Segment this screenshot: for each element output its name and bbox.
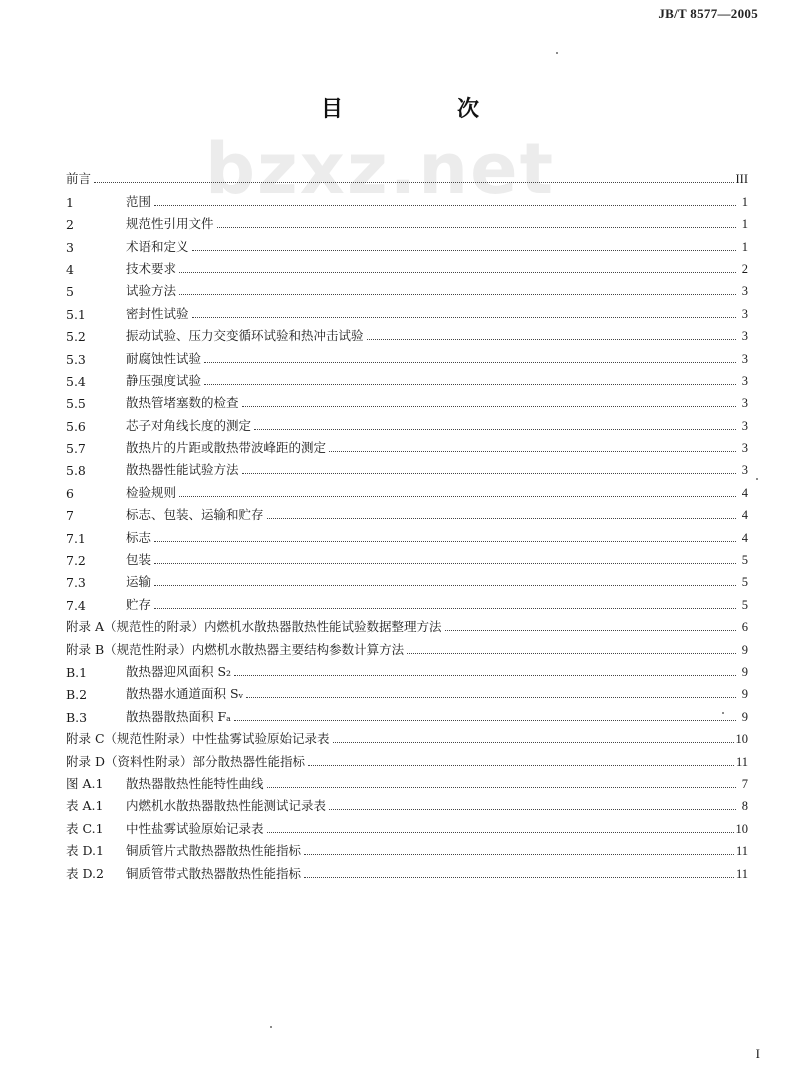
toc-entry-page: 11 xyxy=(735,754,748,769)
toc-entry-page: 1 xyxy=(741,217,748,232)
toc-entry-number: 5.8 xyxy=(66,463,86,479)
toc-entry xyxy=(66,792,748,814)
toc-entry-number: 5.4 xyxy=(66,373,86,389)
toc-entry-number: 表 D.2 xyxy=(66,865,104,881)
standard-number: JB/T 8577—2005 xyxy=(658,6,758,21)
toc-entry xyxy=(66,344,748,366)
toc-entry xyxy=(66,187,748,209)
toc-entry-number: 5.7 xyxy=(66,441,86,457)
toc-entry-number: 图 A.1 xyxy=(66,775,104,791)
toc-entry xyxy=(66,590,748,612)
dot-leader xyxy=(154,563,736,564)
toc-entry-title: 散热器迎风面积 S₂ xyxy=(126,663,232,679)
dot-leader xyxy=(154,205,736,206)
dot-leader xyxy=(329,809,736,810)
toc-entry-title: 铜质管片式散热器散热性能指标 xyxy=(126,843,302,859)
table-of-contents xyxy=(66,165,748,882)
page-number: I xyxy=(755,1046,760,1061)
toc-entry xyxy=(66,299,748,321)
toc-entry-title: 试验方法 xyxy=(126,283,177,299)
toc-entry-number: 5.5 xyxy=(66,396,86,412)
dot-leader xyxy=(204,362,736,363)
toc-entry-title: 附录 C（规范性附录）中性盐雾试验原始记录表 xyxy=(66,731,330,747)
toc-entry-title: 前言 xyxy=(66,171,92,187)
toc-entry-title: 散热片的片距或散热带波峰距的测定 xyxy=(126,440,327,456)
toc-entry-title: 静压强度试验 xyxy=(126,372,202,388)
toc-entry-page: 6 xyxy=(741,620,748,635)
toc-entry-number: B.2 xyxy=(66,687,88,703)
dot-leader xyxy=(204,384,736,385)
toc-entry-title: 散热器散热面积 Fₐ xyxy=(126,708,231,724)
toc-entry-number: 表 A.1 xyxy=(66,798,104,814)
toc-entry-page: 1 xyxy=(741,239,748,254)
dot-leader xyxy=(304,854,734,855)
dot-leader xyxy=(154,541,736,542)
dot-leader xyxy=(254,429,736,430)
toc-entry-page: 3 xyxy=(741,418,748,433)
dot-leader xyxy=(267,787,736,788)
dot-leader xyxy=(179,272,736,273)
toc-entry-number: 5.6 xyxy=(66,418,86,434)
toc-entry-title: 铜质管带式散热器散热性能指标 xyxy=(126,865,302,881)
toc-entry-page: 9 xyxy=(741,642,748,657)
toc-entry xyxy=(66,523,748,545)
toc-entry-title: 附录 A（规范性的附录）内燃机水散热器散热性能试验数据整理方法 xyxy=(66,619,442,635)
dot-leader xyxy=(267,518,736,519)
toc-entry-title: 散热器水通道面积 Sᵥ xyxy=(126,686,244,702)
toc-entry-number: 5.1 xyxy=(66,306,86,322)
toc-entry-page: 8 xyxy=(741,799,748,814)
toc-entry-title: 附录 D（资料性附录）部分散热器性能指标 xyxy=(66,753,305,769)
toc-entry-title: 技术要求 xyxy=(126,260,177,276)
toc-entry-page: 9 xyxy=(741,709,748,724)
toc-entry xyxy=(66,770,748,792)
toc-entry-number: 7 xyxy=(66,508,74,524)
dot-leader xyxy=(445,630,736,631)
toc-entry-title: 散热器性能试验方法 xyxy=(126,462,239,478)
toc-entry xyxy=(66,568,748,590)
toc-entry-number: 7.3 xyxy=(66,575,86,591)
toc-entry-page: III xyxy=(735,172,748,187)
toc-entry xyxy=(66,635,748,657)
toc-entry xyxy=(66,210,748,232)
dot-leader xyxy=(308,765,734,766)
toc-entry-page: 9 xyxy=(741,687,748,702)
dot-leader xyxy=(154,585,736,586)
toc-entry-page: 10 xyxy=(735,732,748,747)
toc-entry-page: 5 xyxy=(741,597,748,612)
dot-leader xyxy=(179,496,736,497)
toc-entry xyxy=(66,232,748,254)
scan-speck xyxy=(722,712,724,714)
toc-entry-number: 7.1 xyxy=(66,530,86,546)
toc-entry xyxy=(66,725,748,747)
toc-entry xyxy=(66,814,748,836)
toc-entry-number: 2 xyxy=(66,217,74,233)
toc-entry-title: 散热管堵塞数的检查 xyxy=(126,395,239,411)
toc-entry-number: 7.4 xyxy=(66,597,86,613)
toc-entry-page: 3 xyxy=(741,441,748,456)
toc-entry-number: 5.3 xyxy=(66,351,86,367)
toc-entry-number: B.1 xyxy=(66,664,88,680)
dot-leader xyxy=(267,832,734,833)
dot-leader xyxy=(304,877,734,878)
toc-entry-title: 内燃机水散热器散热性能测试记录表 xyxy=(126,798,327,814)
toc-entry-page: 10 xyxy=(735,821,748,836)
dot-leader xyxy=(242,406,736,407)
dot-leader xyxy=(367,339,736,340)
scan-speck xyxy=(556,52,558,54)
toc-entry xyxy=(66,747,748,769)
toc-entry-page: 3 xyxy=(741,351,748,366)
dot-leader xyxy=(407,653,736,654)
toc-entry-page: 4 xyxy=(741,530,748,545)
toc-entry xyxy=(66,434,748,456)
toc-entry-title: 附录 B（规范性附录）内燃机水散热器主要结构参数计算方法 xyxy=(66,641,405,657)
scan-speck xyxy=(270,1026,272,1028)
toc-entry xyxy=(66,322,748,344)
toc-entry-page: 7 xyxy=(741,776,748,791)
toc-entry-number: 表 C.1 xyxy=(66,820,104,836)
toc-entry-title: 中性盐雾试验原始记录表 xyxy=(126,820,264,836)
toc-entry-page: 5 xyxy=(741,575,748,590)
toc-entry xyxy=(66,680,748,702)
toc-entry-title: 运输 xyxy=(126,574,152,590)
dot-leader xyxy=(234,720,736,721)
dot-leader xyxy=(234,675,736,676)
toc-entry-page: 3 xyxy=(741,373,748,388)
toc-entry xyxy=(66,456,748,478)
toc-entry xyxy=(66,546,748,568)
dot-leader xyxy=(329,451,736,452)
dot-leader xyxy=(94,182,733,183)
toc-entry-number: 6 xyxy=(66,485,74,501)
toc-entry-title: 术语和定义 xyxy=(126,238,189,254)
toc-entry-number: 4 xyxy=(66,261,74,277)
toc-entry-page: 3 xyxy=(741,284,748,299)
toc-entry-page: 3 xyxy=(741,306,748,321)
toc-entry xyxy=(66,501,748,523)
toc-entry-title: 范围 xyxy=(126,193,152,209)
toc-entry-title: 包装 xyxy=(126,552,152,568)
toc-entry-page: 11 xyxy=(735,866,748,881)
toc-entry-page: 5 xyxy=(741,553,748,568)
toc-entry-number: 5.2 xyxy=(66,329,86,345)
toc-entry-title: 标志、包装、运输和贮存 xyxy=(126,507,264,523)
scan-speck xyxy=(756,478,758,480)
toc-entry-page: 1 xyxy=(741,194,748,209)
toc-entry-title: 检验规则 xyxy=(126,484,177,500)
dot-leader xyxy=(242,473,736,474)
dot-leader xyxy=(333,742,734,743)
toc-entry xyxy=(66,702,748,724)
toc-entry xyxy=(66,859,748,881)
toc-entry-number: 7.2 xyxy=(66,553,86,569)
toc-entry xyxy=(66,658,748,680)
dot-leader xyxy=(192,250,736,251)
toc-entry-page: 9 xyxy=(741,664,748,679)
toc-entry-title: 耐腐蚀性试验 xyxy=(126,350,202,366)
toc-entry-page: 2 xyxy=(741,261,748,276)
toc-entry xyxy=(66,277,748,299)
toc-entry-page: 3 xyxy=(741,329,748,344)
toc-entry-title: 振动试验、压力交变循环试验和热冲击试验 xyxy=(126,328,364,344)
watermark: bzxz.net xyxy=(204,128,556,210)
page-title: 目 次 xyxy=(320,97,525,122)
toc-entry xyxy=(66,837,748,859)
dot-leader xyxy=(179,294,736,295)
toc-entry-number: 5 xyxy=(66,284,74,300)
dot-leader xyxy=(154,608,736,609)
toc-entry-title: 贮存 xyxy=(126,596,152,612)
toc-entry-number: 1 xyxy=(66,194,74,210)
toc-entry-number: 表 D.1 xyxy=(66,843,104,859)
toc-entry xyxy=(66,613,748,635)
toc-entry-page: 11 xyxy=(735,844,748,859)
toc-entry-title: 芯子对角线长度的测定 xyxy=(126,417,252,433)
toc-entry-title: 标志 xyxy=(126,529,152,545)
toc-entry-page: 3 xyxy=(741,463,748,478)
toc-entry-title: 规范性引用文件 xyxy=(126,216,214,232)
toc-entry-page: 3 xyxy=(741,396,748,411)
toc-entry xyxy=(66,367,748,389)
toc-entry-number: B.3 xyxy=(66,709,88,725)
toc-entry xyxy=(66,389,748,411)
toc-entry xyxy=(66,478,748,500)
toc-entry-page: 4 xyxy=(741,508,748,523)
toc-entry-page: 4 xyxy=(741,485,748,500)
dot-leader xyxy=(192,317,736,318)
toc-entry-title: 散热器散热性能特性曲线 xyxy=(126,775,264,791)
toc-entry xyxy=(66,165,748,187)
toc-entry xyxy=(66,411,748,433)
dot-leader xyxy=(217,227,736,228)
toc-entry-number: 3 xyxy=(66,239,74,255)
toc-entry-title: 密封性试验 xyxy=(126,305,189,321)
toc-entry xyxy=(66,255,748,277)
dot-leader xyxy=(246,697,736,698)
